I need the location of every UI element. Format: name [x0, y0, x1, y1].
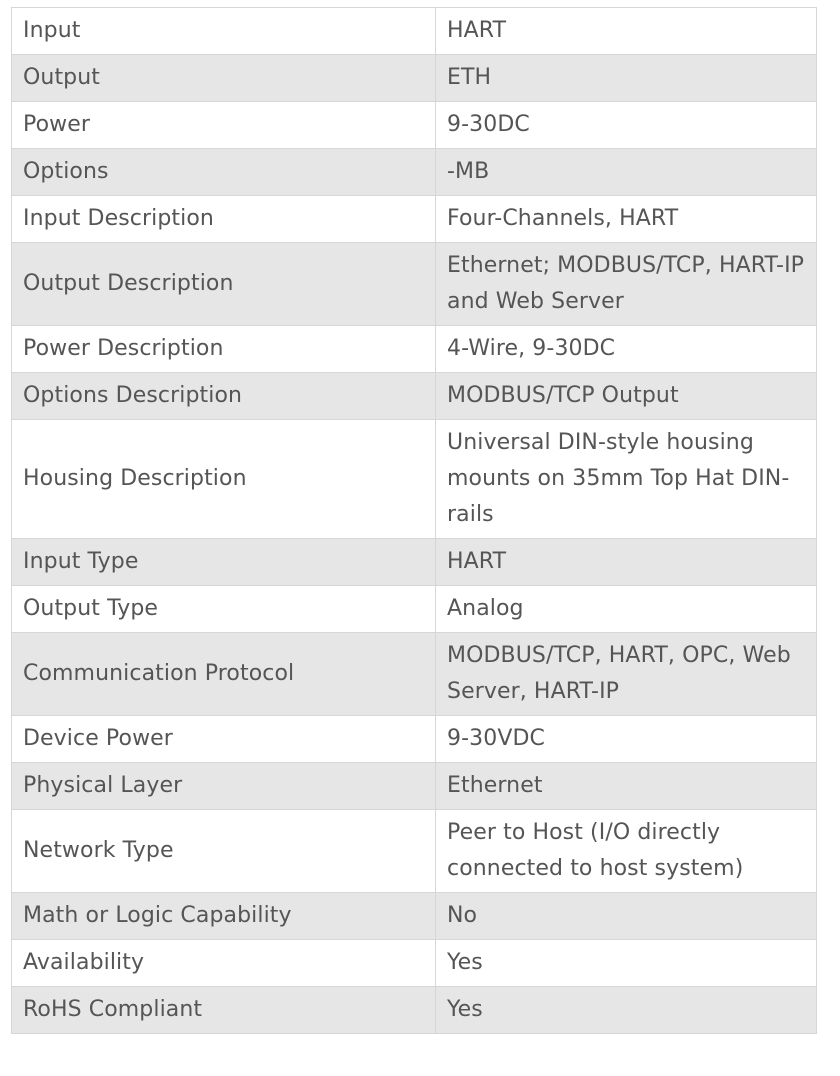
spec-label: Input Type — [12, 539, 436, 586]
specifications-table-body — [12, 8, 817, 1034]
table-row — [12, 55, 817, 102]
spec-label: Housing Description — [12, 420, 436, 539]
spec-value: No — [436, 893, 817, 940]
spec-value: Four-Channels, HART — [436, 196, 817, 243]
spec-value: 9-30VDC — [436, 716, 817, 763]
table-row — [12, 326, 817, 373]
spec-value: Peer to Host (I/O directly connected to host system) — [436, 810, 817, 893]
spec-value: 4-Wire, 9-30DC — [436, 326, 817, 373]
table-row — [12, 763, 817, 810]
spec-value: MODBUS/TCP Output — [436, 373, 817, 420]
spec-value: Ethernet — [436, 763, 817, 810]
spec-label: Math or Logic Capability — [12, 893, 436, 940]
spec-label: Power — [12, 102, 436, 149]
spec-value: Ethernet; MODBUS/TCP, HART-IP and Web Server — [436, 243, 817, 326]
spec-value: HART — [436, 8, 817, 55]
spec-value: Universal DIN-style housing mounts on 35mm Top Hat DIN-rails — [436, 420, 817, 539]
table-row — [12, 633, 817, 716]
table-row — [12, 420, 817, 539]
spec-label: Physical Layer — [12, 763, 436, 810]
table-row — [12, 586, 817, 633]
table-row — [12, 716, 817, 763]
table-row — [12, 102, 817, 149]
spec-label: Availability — [12, 940, 436, 987]
spec-label: Options Description — [12, 373, 436, 420]
table-row — [12, 810, 817, 893]
specifications-table — [11, 7, 817, 1034]
spec-label: Output Type — [12, 586, 436, 633]
table-row — [12, 243, 817, 326]
spec-label: Options — [12, 149, 436, 196]
spec-label: Device Power — [12, 716, 436, 763]
table-row — [12, 987, 817, 1034]
spec-label: Power Description — [12, 326, 436, 373]
table-row — [12, 373, 817, 420]
table-row — [12, 149, 817, 196]
spec-value: 9-30DC — [436, 102, 817, 149]
spec-value: ETH — [436, 55, 817, 102]
table-row — [12, 940, 817, 987]
spec-label: Network Type — [12, 810, 436, 893]
table-row — [12, 8, 817, 55]
spec-value: HART — [436, 539, 817, 586]
spec-label: Input — [12, 8, 436, 55]
spec-value: MODBUS/TCP, HART, OPC, Web Server, HART-IP — [436, 633, 817, 716]
table-row — [12, 539, 817, 586]
spec-value: Yes — [436, 987, 817, 1034]
table-row — [12, 893, 817, 940]
spec-value: Yes — [436, 940, 817, 987]
spec-label: Output — [12, 55, 436, 102]
spec-label: Input Description — [12, 196, 436, 243]
table-row — [12, 196, 817, 243]
spec-label: Output Description — [12, 243, 436, 326]
spec-label: RoHS Compliant — [12, 987, 436, 1034]
spec-label: Communication Protocol — [12, 633, 436, 716]
spec-value: Analog — [436, 586, 817, 633]
spec-value: -MB — [436, 149, 817, 196]
